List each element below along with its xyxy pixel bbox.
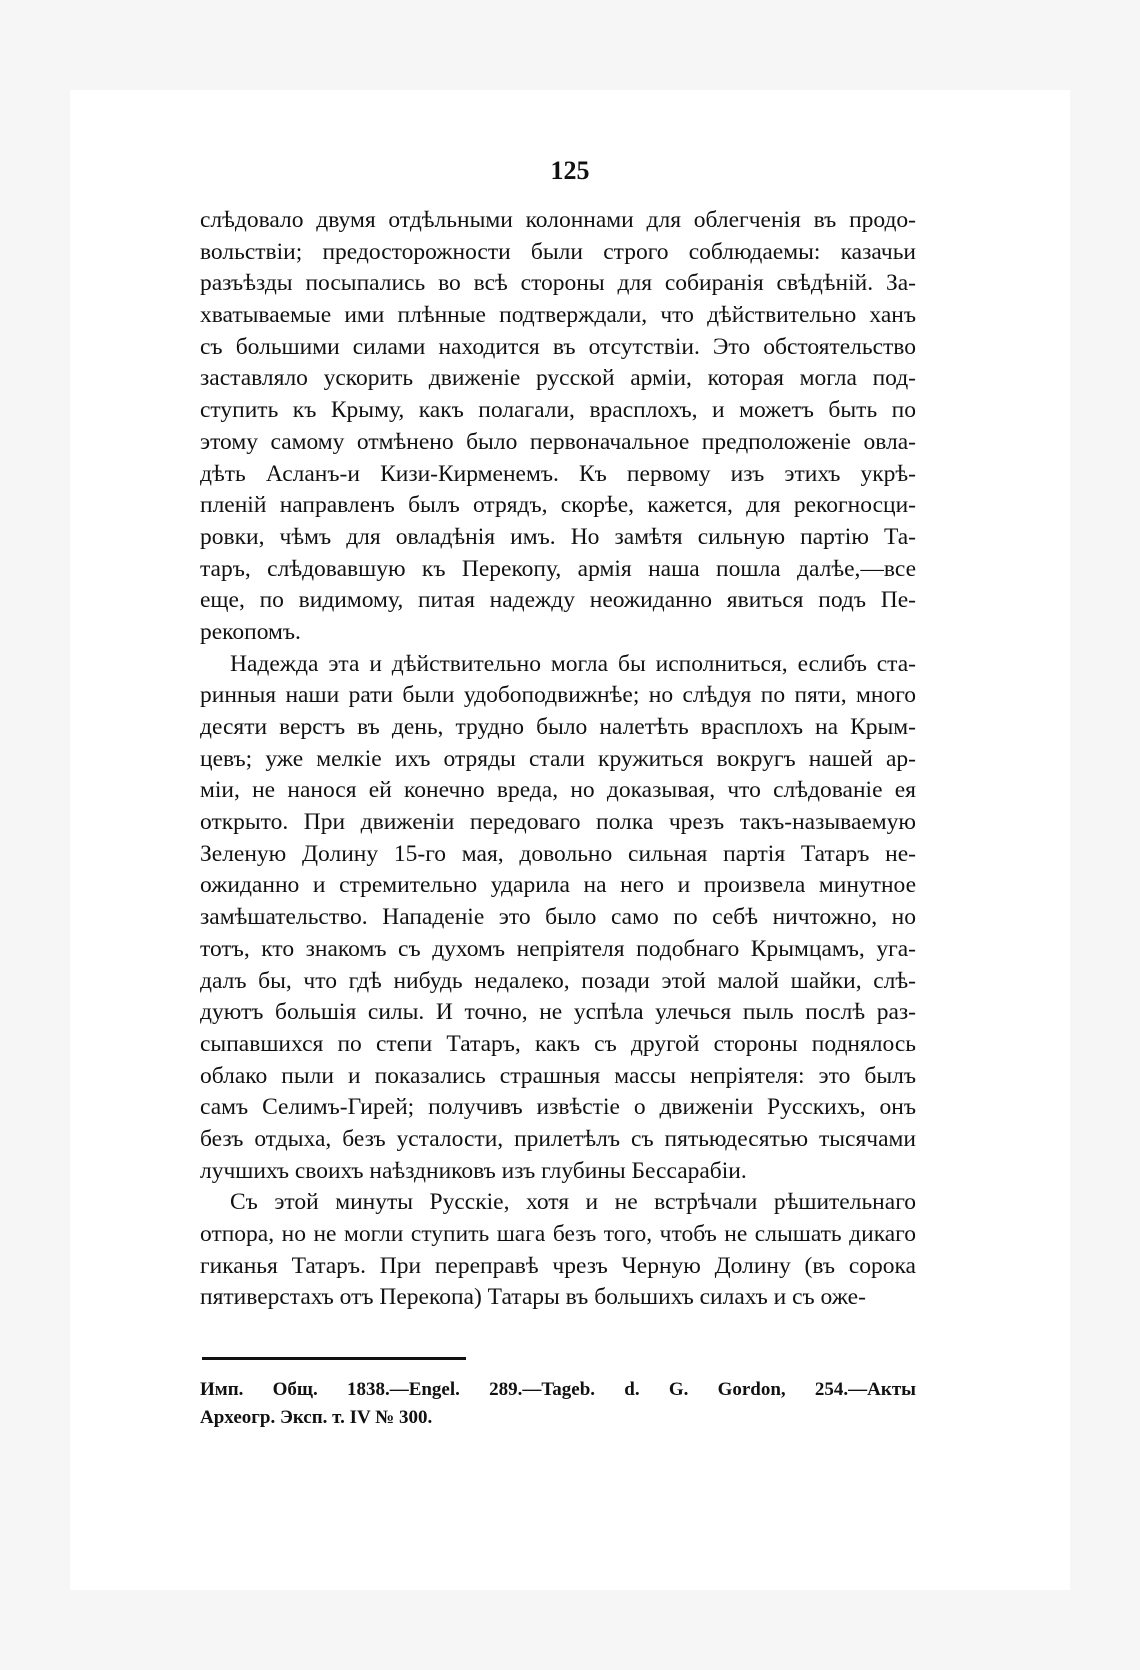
- text-line: замѣшательство. Нападеніе это было само по себѣ ничтожно, но: [200, 904, 916, 931]
- text-line: ринныя наши рати были удобоподвижнѣе; но слѣдуя по пяти, много: [200, 682, 916, 709]
- footnote-divider: [202, 1357, 466, 1360]
- text-line: десяти верстъ въ день, трудно было налетѣть врасплохъ на Крым-: [200, 714, 916, 740]
- text-line: цевъ; уже мелкіе ихъ отряды стали кружиться вокругъ нашей ар-: [200, 745, 916, 772]
- text-line: Зеленую Долину 15-го мая, довольно сильная партія Татаръ не-: [200, 840, 916, 867]
- text-line: еще, по видимому, питая надежду неожиданно явиться подъ Пе-: [200, 587, 916, 614]
- text-line: гиканья Татаръ. При переправѣ чрезъ Черную Долину (въ сорока: [200, 1252, 916, 1279]
- footnote-line: Имп. Общ. 1838.—Engel. 289.—Tageb. d. G. Gordon, 254.—Акты: [200, 1379, 916, 1400]
- text-line: разъѣзды посыпались во всѣ стороны для собиранія свѣдѣній. За-: [200, 270, 916, 297]
- text-line: этому самому отмѣнено было первоначальное предположеніе овла-: [200, 428, 916, 455]
- text-line: пленій направленъ былъ отрядъ, скорѣе, кажется, для рекогносци-: [200, 492, 916, 519]
- text-line: Съ этой минуты Русскіе, хотя и не встрѣчали рѣшительнаго: [230, 1189, 916, 1216]
- text-line: съ большими силами находится въ отсутствіи. Это обстоятельство: [200, 333, 916, 360]
- text-line: ступить къ Крыму, какъ полагали, врасплохъ, и можетъ быть по: [200, 397, 916, 424]
- text-line: міи, не нанося ей конечно вреда, но доказывая, что слѣдованіе ея: [200, 777, 916, 804]
- body-text: [200, 205, 916, 1314]
- text-line: рекопомъ.: [200, 618, 301, 645]
- text-line: заставляло ускорить движеніе русской арміи, которая могла под-: [200, 365, 916, 392]
- text-line: вольствіи; предосторожности были строго соблюдаемы: казачьи: [200, 238, 916, 265]
- text-line: дѣть Асланъ-и Кизи-Кирменемъ. Къ первому изъ этихъ укрѣ-: [200, 460, 916, 487]
- footnote-line: Археогр. Эксп. т. IV № 300.: [200, 1407, 433, 1428]
- text-line: открыто. При движеніи передоваго полка чрезъ такъ-называемую: [200, 809, 916, 836]
- text-line: дуютъ большія силы. И точно, не успѣла улечься пыль послѣ раз-: [200, 999, 916, 1026]
- text-line: безъ отдыха, безъ усталости, прилетѣлъ съ пятьюдесятью тысячами: [200, 1125, 916, 1152]
- text-line: лучшихъ своихъ наѣздниковъ изъ глубины Бессарабіи.: [200, 1157, 747, 1184]
- text-line: облако пыли и показались страшныя массы непріятеля: это былъ: [200, 1062, 916, 1089]
- text-line: слѣдовало двумя отдѣльными колоннами для облегченія въ продо-: [200, 207, 916, 233]
- text-line: Надежда эта и дѣйствительно могла бы исполниться, еслибъ ста-: [230, 650, 916, 677]
- page-number: 125: [550, 156, 590, 185]
- text-line: сыпавшихся по степи Татаръ, какъ съ другой стороны поднялось: [200, 1030, 916, 1057]
- text-line: таръ, слѣдовавшую къ Перекопу, армія наша пошла далѣе,—все: [200, 555, 916, 582]
- text-line: тотъ, кто знакомъ съ духомъ непріятеля подобнаго Крымцамъ, уга-: [200, 935, 916, 962]
- text-line: хватываемые ими плѣнные подтверждали, что дѣйствительно ханъ: [200, 302, 916, 329]
- text-line: пятиверстахъ отъ Перекопа) Татары въ большихъ силахъ и съ оже-: [200, 1284, 866, 1311]
- text-line: ожиданно и стремительно ударила на него и произвела минутное: [200, 872, 916, 899]
- text-line: самъ Селимъ-Гирей; получивъ извѣстіе о движеніи Русскихъ, онъ: [200, 1094, 916, 1121]
- text-line: отпора, но не могли ступить шага безъ того, чтобъ не слышать дикаго: [200, 1221, 916, 1247]
- text-line: ровки, чѣмъ для овладѣнія имъ. Но замѣтя сильную партію Та-: [200, 523, 916, 550]
- text-line: далъ бы, что гдѣ нибудь недалеко, позади этой малой шайки, слѣ-: [200, 967, 916, 994]
- footnote: [200, 1376, 916, 1432]
